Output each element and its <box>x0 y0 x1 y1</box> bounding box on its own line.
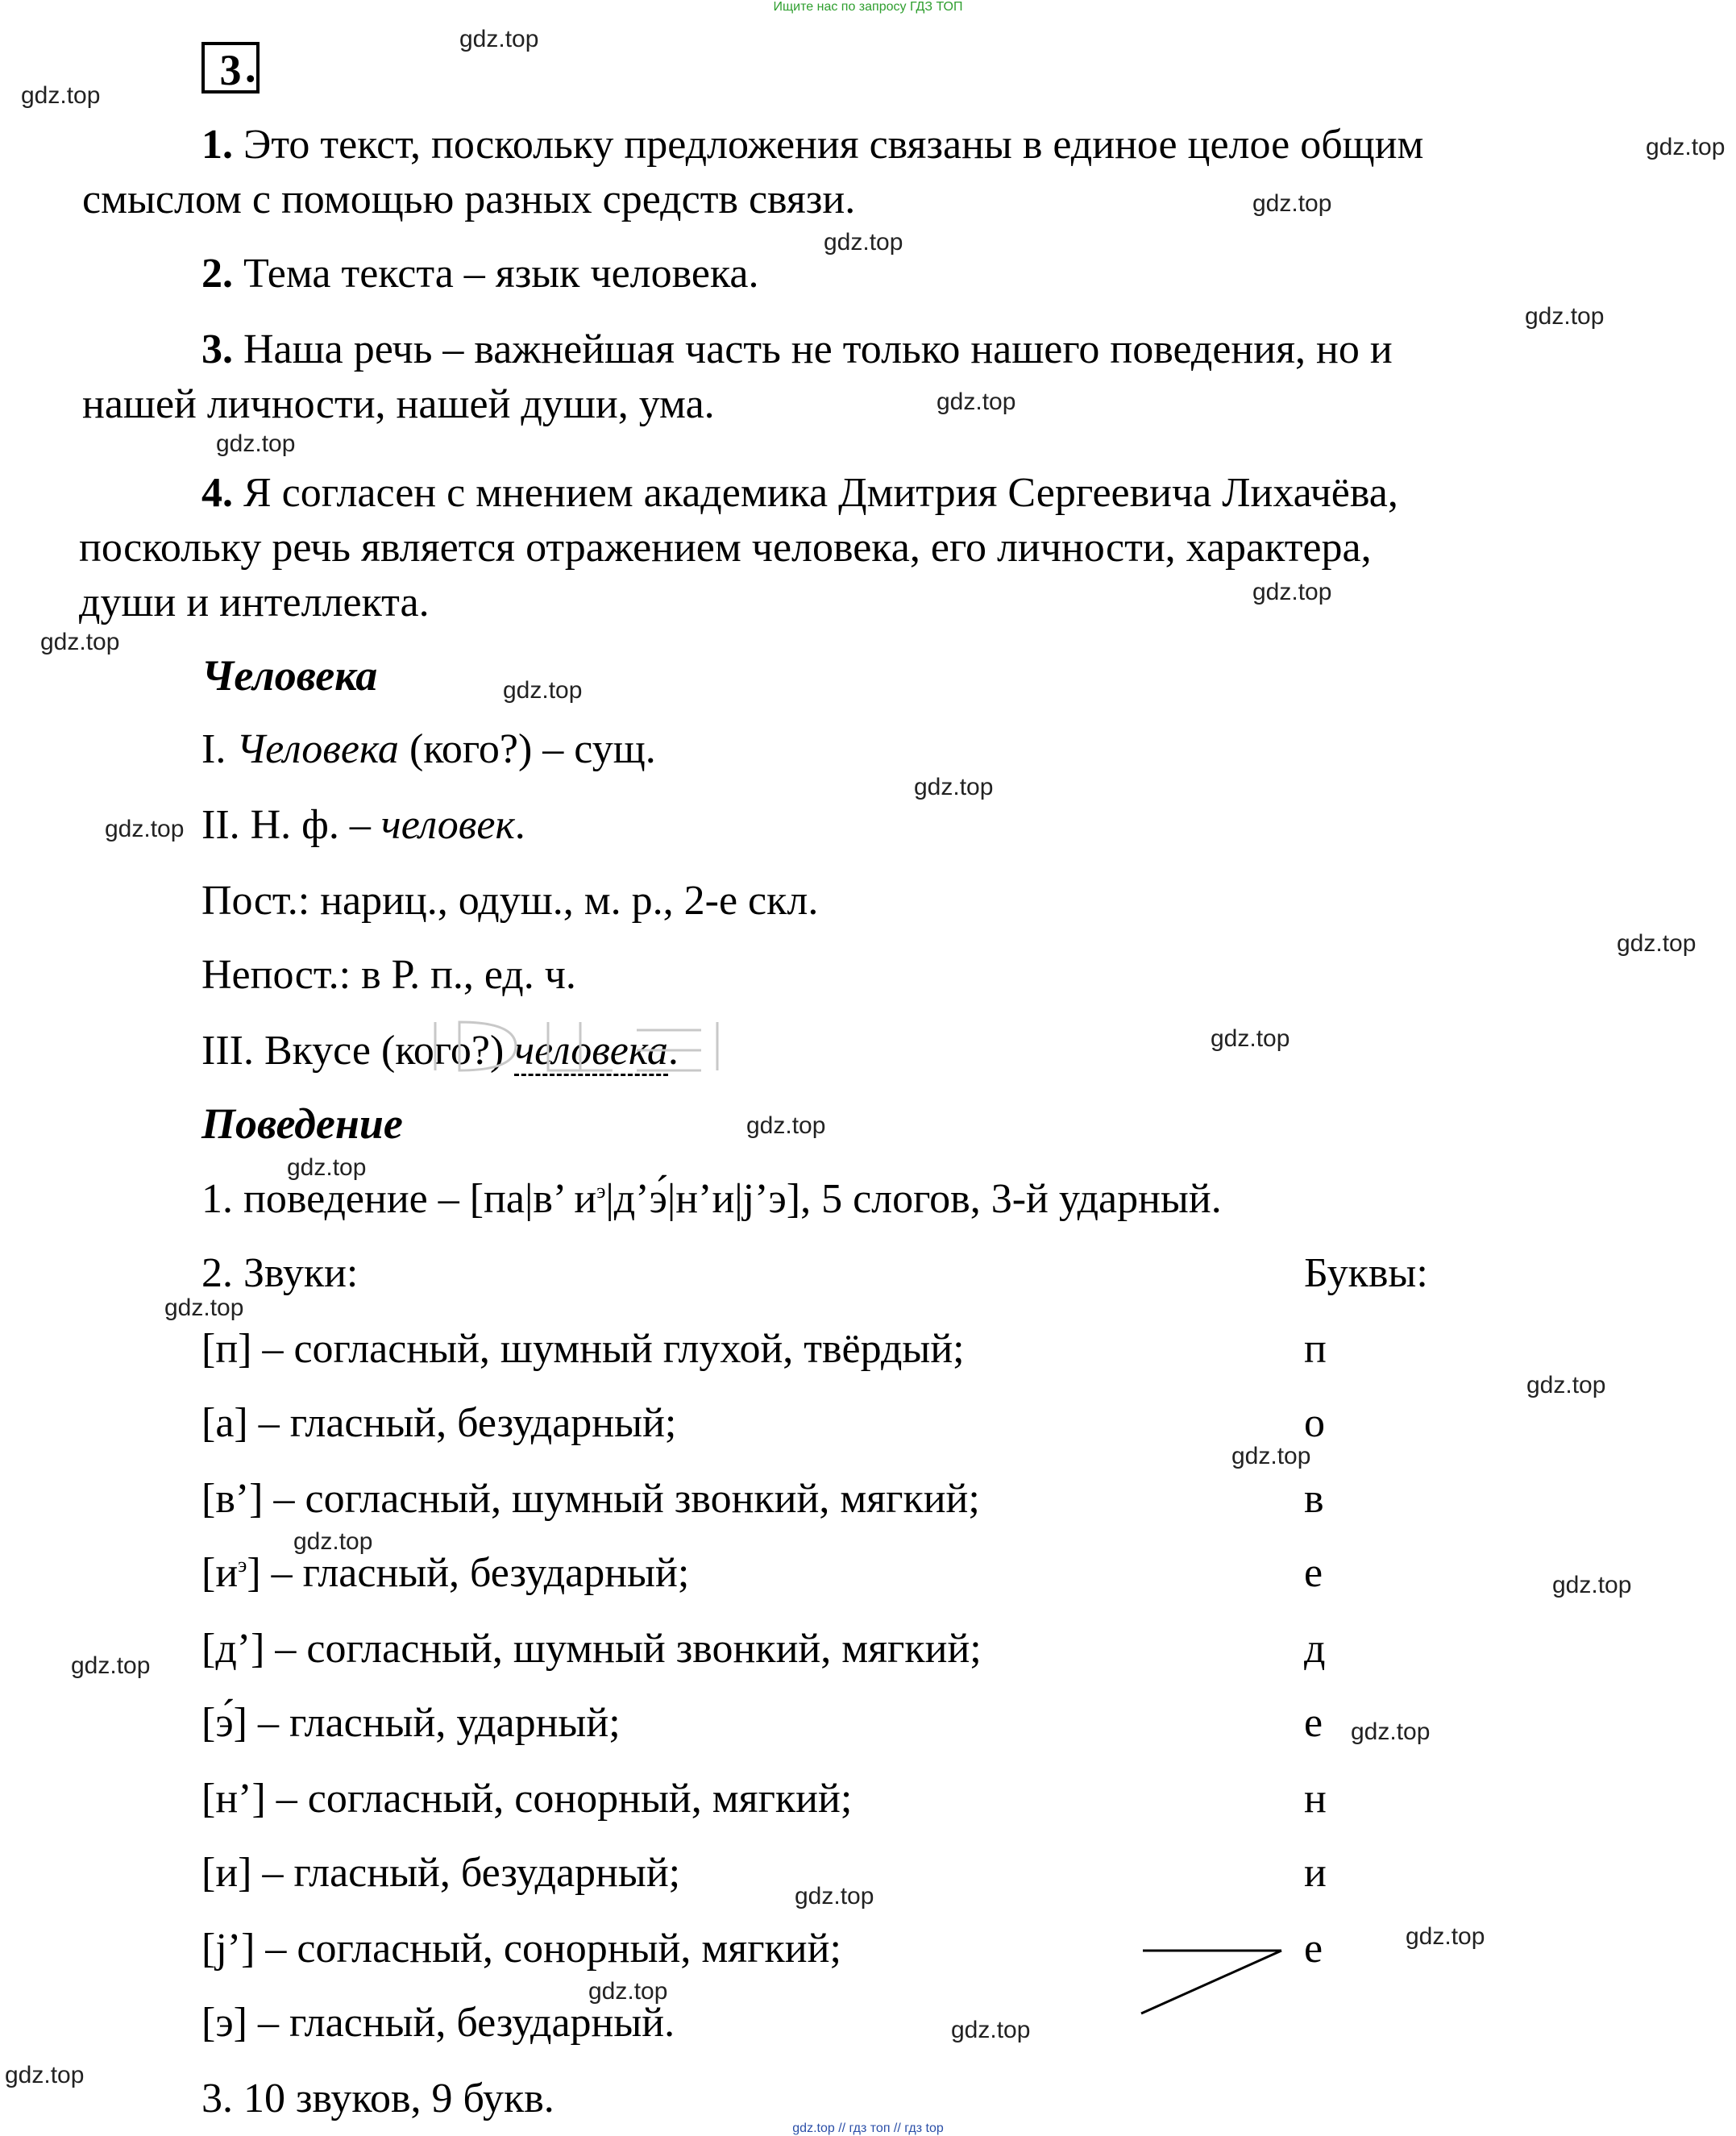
watermark: gdz.top <box>40 629 120 655</box>
morph-line-4: Непост.: в Р. п., ед. ч. <box>201 952 576 998</box>
paragraph-3-line-2: нашей личности, нашей души, ума. <box>82 381 715 427</box>
watermark: gdz.top <box>293 1528 373 1555</box>
paragraph-2-number: 2. <box>201 251 233 297</box>
letter-cell: е <box>1304 1550 1323 1596</box>
morph-l1-rest: (кого?) – сущ. <box>409 726 656 772</box>
paragraph-1-text: Это текст, поскольку предложения связаны в единое целое общим <box>243 122 1424 168</box>
watermark: gdz.top <box>287 1154 367 1181</box>
watermark: gdz.top <box>5 2062 85 2088</box>
paragraph-3-line-1 <box>201 322 1393 377</box>
sound-row-sup: э <box>238 1553 247 1577</box>
watermark: gdz.top <box>71 1652 151 1679</box>
paragraph-3-text: Наша речь – важнейшая часть не только нашего поведения, но и <box>243 326 1393 372</box>
letter-cell: н <box>1304 1776 1327 1822</box>
watermark: gdz.top <box>105 816 185 842</box>
watermark: gdz.top <box>1552 1572 1632 1598</box>
morph-l5-end: . <box>667 1028 679 1074</box>
letter-mapping-lines <box>1136 1934 1298 2023</box>
letter-cell: п <box>1304 1326 1327 1372</box>
watermark: gdz.top <box>1617 930 1697 957</box>
sound-row <box>201 1546 689 1601</box>
phon-summary: 3. 10 звуков, 9 букв. <box>201 2076 554 2121</box>
paragraph-4-line-3: души и интеллекта. <box>79 580 430 625</box>
sounds-label: 2. Звуки: <box>201 1250 359 1296</box>
paragraph-2-line-1 <box>201 247 759 301</box>
morph-l5-word: человека <box>514 1028 668 1076</box>
phon-transcription-a: 1. поведение – [па|в’ и <box>201 1176 597 1222</box>
letter-cell: д <box>1304 1626 1326 1672</box>
watermark: gdz.top <box>459 26 539 52</box>
watermark: gdz.top <box>21 82 101 109</box>
sound-row: [э́] – гласный, ударный; <box>201 1700 621 1746</box>
letter-cell: о <box>1304 1400 1325 1446</box>
morph-line-2 <box>201 798 525 853</box>
watermark: gdz.top <box>216 430 296 457</box>
watermark: gdz.top <box>914 774 994 800</box>
watermark: gdz.top <box>746 1112 826 1139</box>
sound-row-b: ] – гласный, безударный; <box>247 1550 690 1596</box>
watermark: gdz.top <box>1525 303 1605 330</box>
paragraph-3-number: 3. <box>201 326 233 372</box>
sound-row: [а] – гласный, безударный; <box>201 1400 677 1446</box>
watermark: gdz.top <box>1211 1025 1290 1052</box>
letters-label: Буквы: <box>1304 1250 1428 1296</box>
footer-watermark: gdz.top // гдз топ // гдз top <box>792 2121 944 2135</box>
phon-transcription-b: |д’э́|н’и|j’э], 5 слогов, 3-й ударный. <box>605 1176 1222 1222</box>
watermark: gdz.top <box>1252 190 1332 217</box>
morph-l1-num: I. <box>201 726 226 772</box>
phon-transcription-sup: э <box>596 1179 606 1203</box>
sound-row: [j’] – согласный, сонорный, мягкий; <box>201 1926 841 1972</box>
watermark: gdz.top <box>164 1294 244 1321</box>
paragraph-4-line-2: поскольку речь является отражением человека, его личности, характера, <box>79 525 1372 571</box>
task-number: 3 <box>201 42 260 94</box>
sound-row: [в’] – согласный, шумный звонкий, мягкий; <box>201 1476 980 1522</box>
sound-row: [э] – гласный, безударный. <box>201 2000 675 2046</box>
watermark: gdz.top <box>824 229 903 256</box>
sound-row: [н’] – согласный, сонорный, мягкий; <box>201 1776 853 1822</box>
phon-heading: Поведение <box>201 1099 403 1148</box>
paragraph-1-line-2: смыслом с помощью разных средств связи. <box>82 177 856 222</box>
letter-cell: и <box>1304 1850 1327 1896</box>
watermark: gdz.top <box>951 2017 1031 2043</box>
paragraph-1-line-1 <box>201 118 1423 172</box>
paragraph-1-number: 1. <box>201 122 233 168</box>
watermark: gdz.top <box>795 1883 874 1910</box>
watermark: gdz.top <box>937 389 1016 415</box>
morph-line-1 <box>201 722 656 777</box>
morph-line-3: Пост.: нариц., одуш., м. р., 2-е скл. <box>201 878 819 924</box>
sound-row: [и] – гласный, безударный; <box>201 1850 681 1896</box>
watermark: gdz.top <box>1646 134 1726 160</box>
morph-l5-prefix: III. Вкусе (кого?) <box>201 1028 505 1074</box>
letter-cell: е <box>1304 1926 1323 1972</box>
letter-cell: е <box>1304 1700 1323 1746</box>
paragraph-4-number: 4. <box>201 470 233 516</box>
search-hint: Ищите нас по запросу ГДЗ ТОП <box>773 0 963 14</box>
sound-row: [д’] – согласный, шумный звонкий, мягкий; <box>201 1626 982 1672</box>
watermark: gdz.top <box>1526 1372 1606 1398</box>
paragraph-4-line-1 <box>201 466 1398 521</box>
letter-cell: в <box>1304 1476 1324 1522</box>
faint-stamp-graphic <box>427 1014 733 1078</box>
paragraph-2-text: Тема текста – язык человека. <box>243 251 759 297</box>
sound-row: [п] – согласный, шумный глухой, твёрдый; <box>201 1326 965 1372</box>
morph-l2-end: . <box>514 802 525 848</box>
watermark: gdz.top <box>503 677 583 704</box>
watermark: gdz.top <box>588 1978 668 2005</box>
morph-l1-word: Человека <box>236 726 399 772</box>
watermark: gdz.top <box>1406 1923 1485 1950</box>
watermark: gdz.top <box>1252 579 1332 605</box>
morph-l2-word: человек <box>380 802 515 848</box>
watermark: gdz.top <box>1351 1718 1431 1745</box>
sound-row-a: [и <box>201 1550 239 1596</box>
task-number-dot: . <box>245 43 256 91</box>
morph-heading: Человека <box>201 651 378 700</box>
morph-l2-prefix: II. Н. ф. – <box>201 802 371 848</box>
watermark: gdz.top <box>1231 1443 1311 1469</box>
paragraph-4-text: Я согласен с мнением академика Дмитрия Сергеевича Лихачёва, <box>243 470 1398 516</box>
